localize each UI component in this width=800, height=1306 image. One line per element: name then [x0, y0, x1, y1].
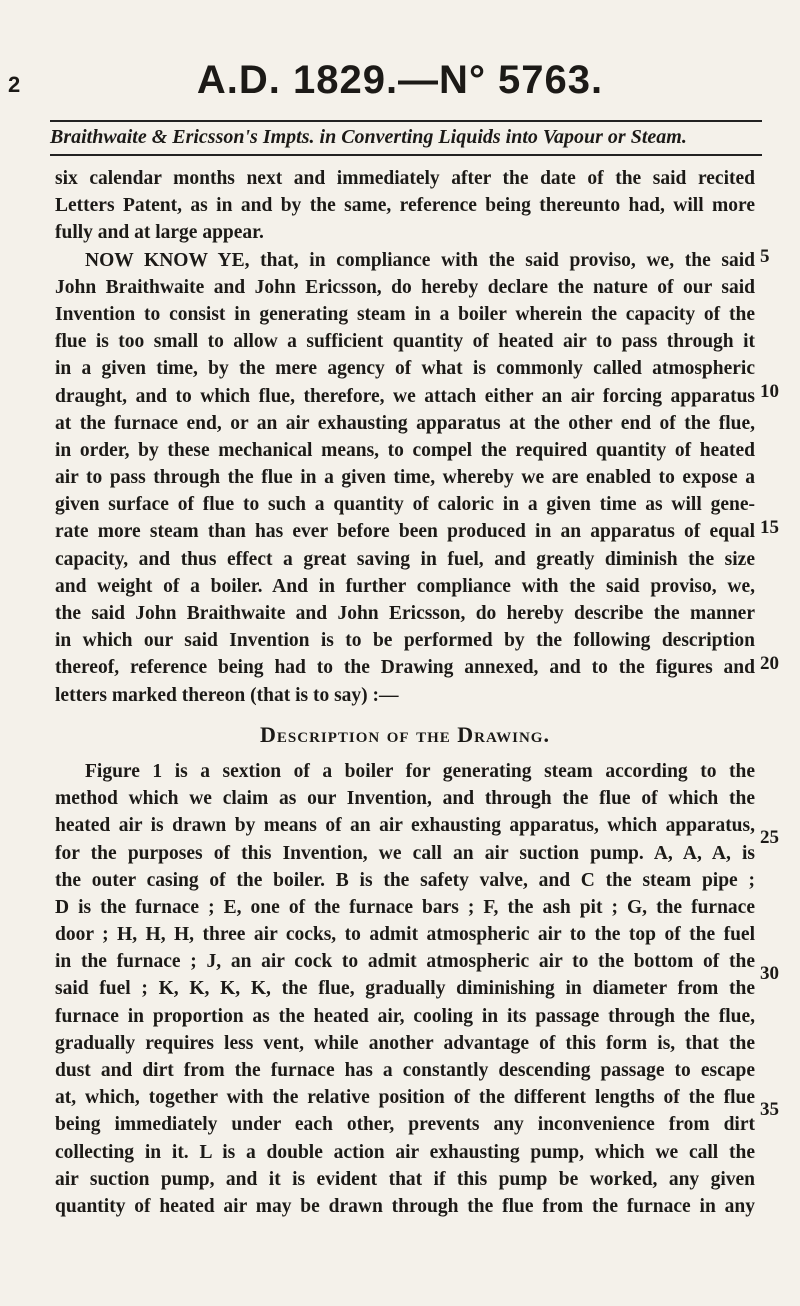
text-line: the outer casing of the boiler. B is the safety valve, and C the steam pipe ; — [55, 869, 755, 891]
text-line: D is the furnace ; E, one of the furnace bars ; F, the ash pit ; G, the furnace — [55, 896, 755, 918]
margin-line-number: 10 — [760, 381, 779, 402]
text-line: the said John Braithwaite and John Ericsson, do hereby describe the manner — [55, 603, 755, 624]
text-line: air to pass through the flue in a given time, whereby we are enabled to expose a — [55, 467, 755, 489]
text-line: at, which, together with the relative position of the different lengths of the flue — [55, 1087, 755, 1109]
text-line: fully and at large appear. — [55, 222, 264, 244]
text-line: heated air is drawn by means of an air exhausting apparatus, which apparatus, — [55, 815, 755, 837]
text-line: collecting in it. L is a double action air exhausting pump, which we call the — [55, 1141, 755, 1163]
header-rule-bottom — [50, 154, 762, 156]
text-line: being immediately under each other, prevents any inconvenience from dirt — [55, 1114, 755, 1136]
text-line: flue is too small to allow a sufficient quantity of heated air to pass through it — [55, 331, 755, 353]
page-number: 2 — [8, 72, 21, 97]
margin-line-number: 5 — [760, 246, 770, 267]
text-line: door ; H, H, H, three air cocks, to admit atmospheric air to the top of the fuel — [55, 924, 755, 946]
text-line: Letters Patent, as in and by the same, reference being thereunto had, will more — [55, 195, 755, 217]
text-line: NOW KNOW YE, that, in compliance with the said proviso, we, the said — [85, 249, 755, 271]
margin-line-number: 15 — [760, 517, 779, 538]
text-line: and weight of a boiler. And in further compliance with the said proviso, we, — [55, 575, 755, 597]
text-line: capacity, and thus effect a great saving in fuel, and greatly diminish the size — [55, 548, 755, 570]
text-line: draught, and to which flue, therefore, we attach either an air forcing apparatus — [55, 385, 755, 407]
text-line: dust and dirt from the furnace has a constantly descending passage to escape — [55, 1060, 755, 1081]
margin-line-number: 20 — [760, 653, 779, 674]
text-line: for the purposes of this Invention, we call an air suction pump. A, A, A, is — [55, 842, 755, 864]
text-line: method which we claim as our Invention, and through the flue of which the — [55, 788, 755, 810]
body-text — [55, 165, 755, 1220]
text-line: thereof, reference being had to the Drawing annexed, and to the figures and — [55, 657, 755, 679]
text-line: said fuel ; K, K, K, K, the flue, gradually diminishing in diameter from the — [55, 978, 755, 1000]
text-line: in a given time, by the mere agency of what is commonly called atmospheric — [55, 358, 755, 380]
text-line: given surface of flue to such a quantity of caloric in a given time as will gene- — [55, 494, 755, 516]
text-line: in which our said Invention is to be performed by the following description — [55, 630, 755, 652]
section-heading: Description of the Drawing. — [260, 721, 550, 747]
text-line: letters marked thereon (that is to say) :— — [55, 684, 399, 706]
text-line: Invention to consist in generating steam in a boiler wherein the capacity of the — [55, 303, 755, 325]
margin-line-number: 35 — [760, 1099, 779, 1120]
text-line: air suction pump, and it is evident that if this pump be worked, any given — [55, 1168, 755, 1190]
margin-line-number: 30 — [760, 963, 779, 984]
text-line: in the furnace ; J, an air cock to admit atmospheric air to the bottom of the — [55, 951, 755, 973]
text-line: rate more steam than has ever before been produced in an apparatus of equal — [55, 521, 755, 543]
text-line: at the furnace end, or an air exhausting apparatus at the other end of the flue, — [55, 412, 755, 434]
margin-line-number: 25 — [760, 827, 779, 848]
running-subtitle: Braithwaite & Ericsson's Impts. in Converting Liquids into Vapour or Steam. — [50, 126, 687, 148]
page-header-title: A.D. 1829.—N° 5763. — [196, 58, 604, 102]
text-line: six calendar months next and immediately after the date of the said recited — [55, 168, 755, 189]
text-line: John Braithwaite and John Ericsson, do hereby declare the nature of our said — [55, 276, 755, 298]
text-line: quantity of heated air may be drawn through the flue from the furnace in any — [55, 1195, 755, 1217]
header-rule-top — [50, 120, 762, 122]
text-line: furnace in proportion as the heated air, cooling in its passage through the flue, — [55, 1005, 755, 1027]
text-line: gradually requires less vent, while another advantage of this form is, that the — [55, 1032, 755, 1054]
text-line: Figure 1 is a sextion of a boiler for generating steam according to the — [85, 760, 755, 782]
text-line: in order, by these mechanical means, to compel the required quantity of heated — [55, 439, 755, 461]
